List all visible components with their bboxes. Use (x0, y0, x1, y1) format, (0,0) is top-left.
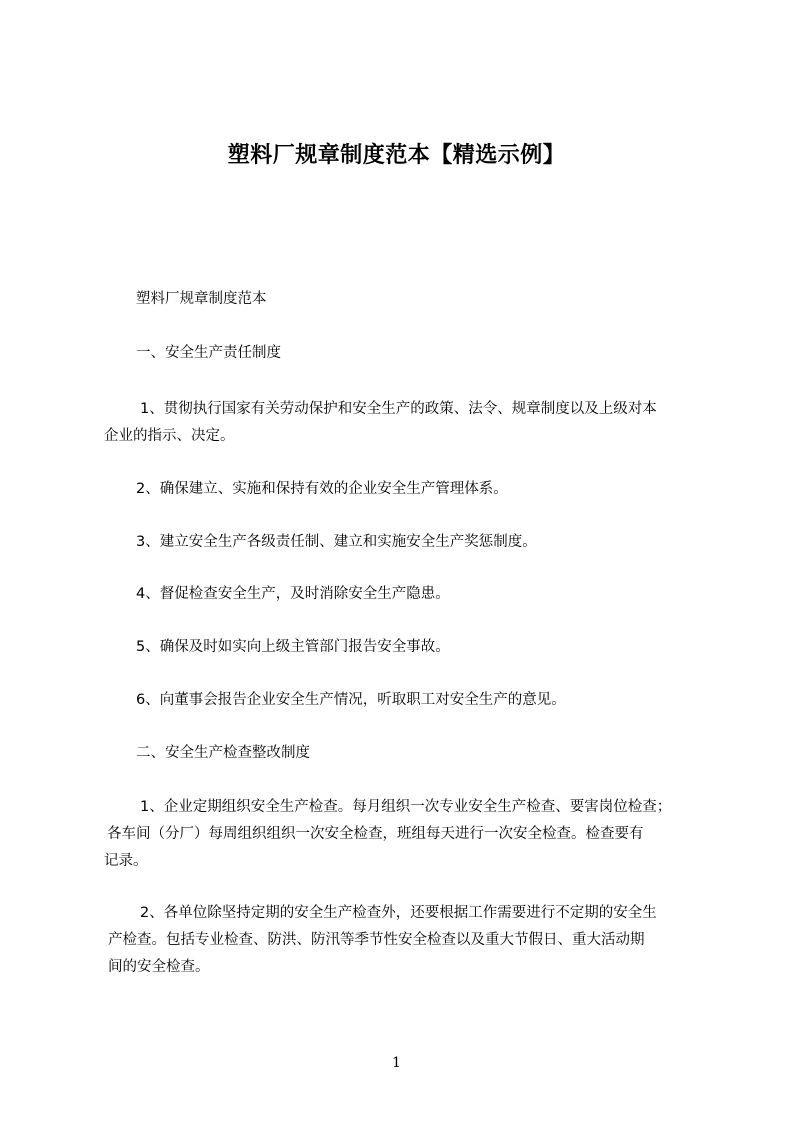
document-title: 塑料厂规章制度范本【精选示例】 (227, 143, 566, 168)
paragraph-line: 4、督促检查安全生产，及时消除安全生产隐患。 (136, 586, 450, 602)
paragraph-line: 3、建立安全生产各级责任制、建立和实施安全生产奖惩制度。 (136, 534, 537, 550)
section-heading-1 (104, 340, 704, 367)
paragraph-item (104, 476, 704, 503)
paragraph-line: 各车间（分厂）每周组织组织一次安全检查，班组每天进行一次安全检查。检查要有 (107, 826, 644, 842)
paragraph-item (104, 687, 704, 714)
paragraph-line: 1、贯彻执行国家有关劳动保护和安全生产的政策、法令、规章制度以及上级对本 (140, 401, 657, 417)
paragraph-line: 1、企业定期组织安全生产检查。每月组织一次专业安全生产检查、要害岗位检查； (140, 799, 672, 815)
paragraph-line: 5、确保及时如实向上级主管部门报告安全事故。 (136, 639, 450, 655)
paragraph-line: 二、安全生产检查整改制度 (136, 745, 310, 761)
paragraph-line: 一、安全生产责任制度 (136, 345, 281, 361)
paragraph-line: 2、各单位除坚持定期的安全生产检查外，还要根据工作需要进行不定期的安全生 (140, 905, 657, 921)
paragraph-item (104, 794, 704, 875)
paragraph-heading (104, 286, 704, 313)
paragraph-line: 塑料厂规章制度范本 (136, 291, 267, 307)
paragraph-line: 企业的指示、决定。 (104, 428, 235, 444)
paragraph-item (104, 581, 704, 608)
paragraph-line: 2、确保建立、实施和保持有效的企业安全生产管理体系。 (136, 481, 508, 497)
paragraph-item (104, 900, 704, 981)
section-heading-2 (104, 740, 704, 767)
paragraph-line: 6、向董事会报告企业安全生产情况，听取职工对安全生产的意见。 (136, 692, 566, 708)
page-number: 1 (392, 1055, 401, 1071)
paragraph-line: 间的安全检查。 (108, 959, 210, 975)
paragraph-line: 记录。 (104, 853, 148, 869)
paragraph-item (104, 396, 704, 450)
paragraph-line: 产检查。包括专业检查、防洪、防汛等季节性安全检查以及重大节假日、重大活动期 (108, 932, 645, 948)
paragraph-item (104, 634, 704, 661)
paragraph-item (104, 529, 704, 556)
